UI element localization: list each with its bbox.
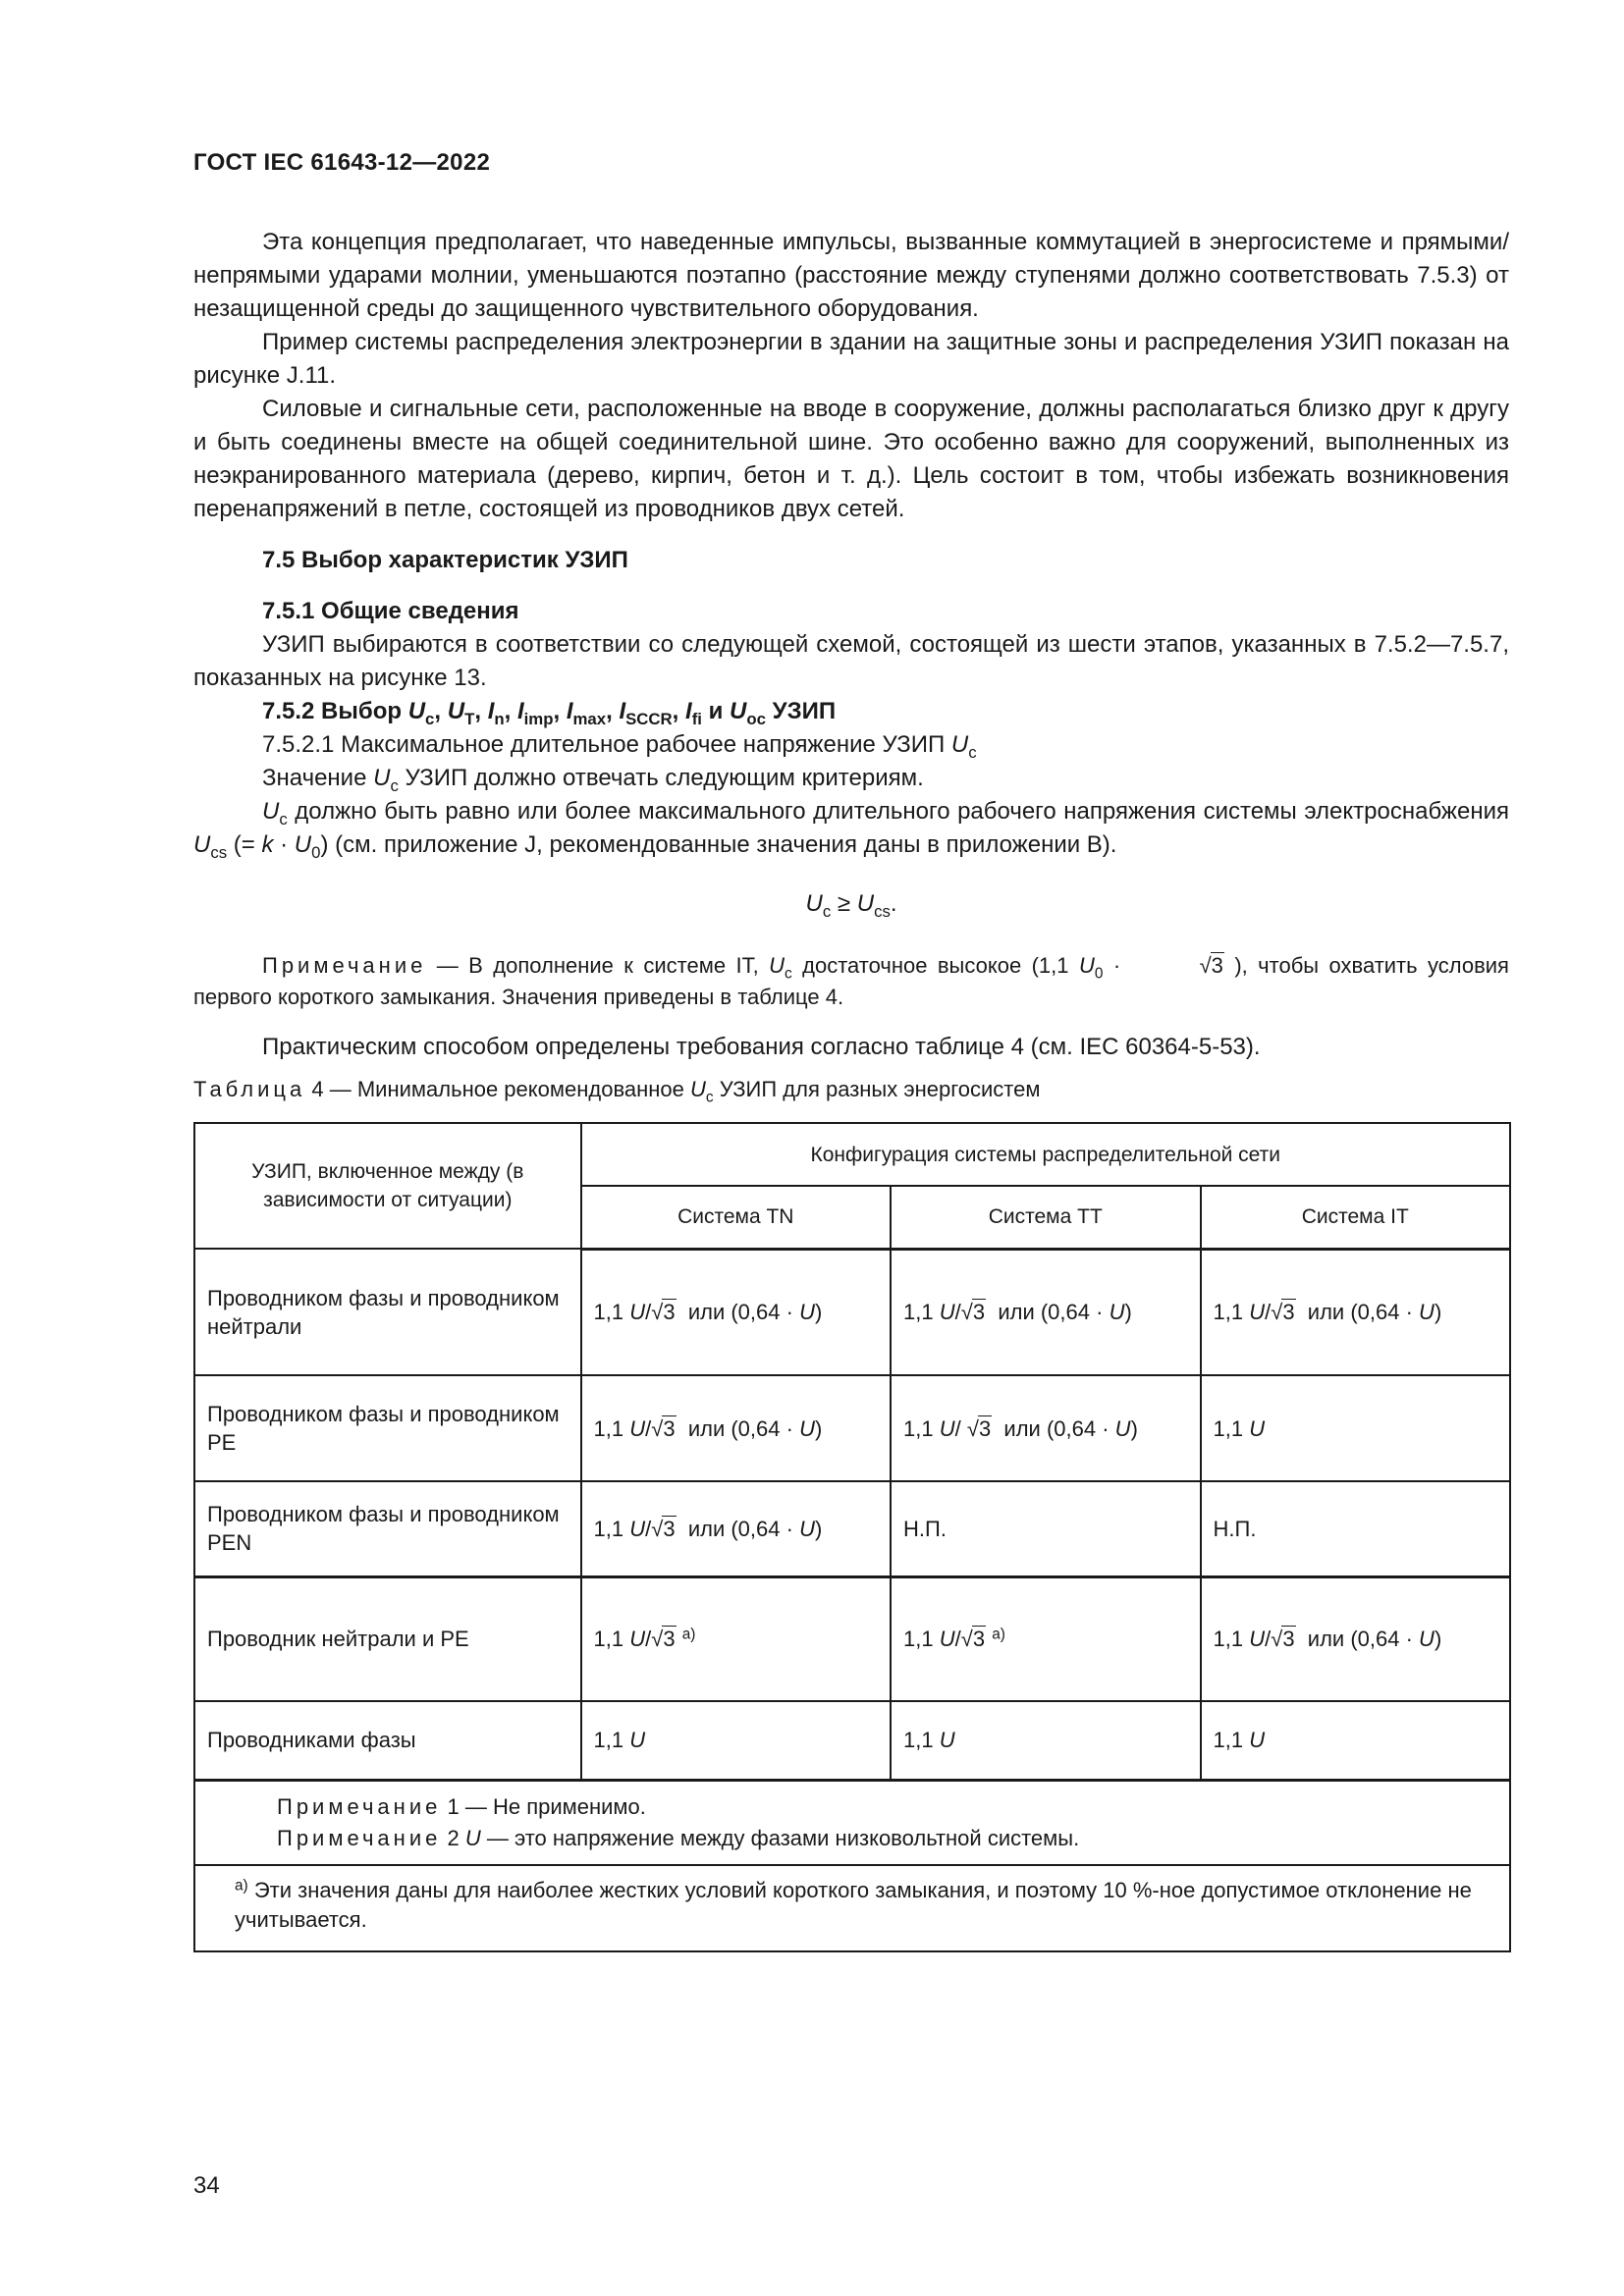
note-1: Примечание 1 — Не применимо. (277, 1793, 646, 1819)
table-cell: 1,1 U/ √3 или (0,64 · U) (891, 1375, 1200, 1481)
table-cell: 1,1 U/√3 или (0,64 · U) (1201, 1249, 1511, 1375)
note-text: достаточное высокое (1,1 (802, 953, 1069, 978)
section-heading-7-5-2: 7.5.2 Выбор $U_c$, $U_T$, $I_n$, $I_{imp}$, $I_{max}$, $I_{SCCR}$, $I_{fi}$ и $U_{oc}$ УЗИП (262, 698, 837, 728)
table-cell: 1,1 U/√3 $^{а)}$ (581, 1576, 891, 1701)
table-cell: 1,1 U/√3 $^{а)}$ (891, 1576, 1200, 1701)
formula: $U_c \ge U_{cs}$. (805, 890, 897, 921)
paragraph: Пример системы распределения электроэнергии в здании на защитные зоны и распределения УЗИП показан на рисунке J.11. (193, 329, 1509, 389)
caption-text: УЗИП для разных энергосистем (719, 1077, 1041, 1101)
paragraph: Силовые и сигнальные сети, расположенные на вводе в сооружение, должны располагаться близко друг к другу и быть соединены вместе на общей соединительной шине. Это особенно важно для сооружений, выполненных из неэкранированного материала (дерево, кирпич, бетон и т. д.). Цель состоит в том, чтобы избежать возникновения перенапряжений в петле, состоящей из проводников двух сетей. (193, 396, 1509, 522)
subsection-7-5-2-1: 7.5.2.1 Максимальное длительное рабочее напряжение УЗИП $U_c$ (262, 731, 977, 762)
note: Примечание — В дополнение к системе IT, $U_c$ достаточное высокое (1,1 $U_0 \cdot √3$ ), чтобы охватить условия первого короткого замыкания. Значения приведены в таблице 4. (193, 950, 1509, 1013)
table-cell: 1,1 U/√3 или (0,64 · U) (891, 1249, 1200, 1375)
sqrt-symbol: √3 (1199, 953, 1223, 978)
heading-text: 7.5.2 Выбор (262, 698, 403, 724)
row-label: Проводником фазы и проводником нейтрали (194, 1249, 581, 1375)
table-row (194, 1249, 1510, 1375)
table-cell: Н.П. (1201, 1481, 1511, 1576)
table-cell: 1,1 U (581, 1701, 891, 1780)
header-cell-tn: Система TN (581, 1186, 891, 1249)
header-cell-sensor: УЗИП, включенное между (в зависимости от ситуации) (194, 1123, 581, 1249)
caption-label: Таблица (193, 1077, 306, 1101)
header-cell-config: Конфигурация системы распределительной сети (581, 1123, 1510, 1186)
section-heading-7-5: 7.5 Выбор характеристик УЗИП (262, 547, 628, 573)
table-cell: 1,1 U (891, 1701, 1200, 1780)
row-label: Проводниками фазы (194, 1701, 581, 1780)
document-header: ГОСТ IEC 61643-12—2022 (193, 149, 491, 176)
note-text: — В дополнение к системе IT, (436, 953, 759, 978)
table-row (194, 1576, 1510, 1701)
header-cell-it: Система IT (1201, 1186, 1511, 1249)
notes-cell (194, 1780, 1510, 1865)
table-cell: 1,1 U (1201, 1375, 1511, 1481)
table-notes (194, 1780, 1510, 1865)
body-text (193, 226, 1509, 1064)
paragraph: Эта концепция предполагает, что наведенные импульсы, вызванные коммутацией в энергосистеме и прямыми/непрямыми ударами молнии, уменьшаются поэтапно (расстояние между ступенями должно соответствовать 7.5.3) от незащищенной среды до защищенного чувствительного оборудования. (193, 229, 1509, 322)
paragraph: $U_c$ должно быть равно или более максимального длительного рабочего напряжения системы электроснабжения $U_{cs}$ (= $k \cdot U_0$) (см. приложение J, рекомендованные значения даны в приложении B). (193, 798, 1509, 862)
footnote-text: Эти значения даны для наиболее жестких условий короткого замыкания, и поэтому 10 %-ное допустимое отклонение не учитывается. (235, 1877, 1472, 1932)
text: должно быть равно или более максимального длительного рабочего напряжения системы электроснабжения (295, 798, 1509, 825)
footnote-mark: а) (992, 1626, 1005, 1643)
text: Значение (262, 765, 367, 791)
table-footnote (194, 1865, 1510, 1951)
section-heading-7-5-1: 7.5.1 Общие сведения (262, 598, 519, 624)
note-2: Примечание 2 U — это напряжение между фазами низковольтной системы. (277, 1825, 1080, 1850)
note-label: Примечание (262, 953, 427, 978)
heading-text: УЗИП (772, 698, 837, 724)
row-label: Проводник нейтрали и PE (194, 1576, 581, 1701)
table-row (194, 1481, 1510, 1576)
header-cell-tt: Система TT (891, 1186, 1200, 1249)
note-text: ), чтобы охватить условия первого короткого замыкания. Значения приведены в таблице 4. (193, 953, 1509, 1009)
row-label: Проводником фазы и проводником PE (194, 1375, 581, 1481)
paragraph: УЗИП выбираются в соответствии со следующей схемой, состоящей из шести этапов, указанных в 7.5.2—7.5.7, показанных на рисунке 13. (193, 631, 1509, 691)
subsection-text: 7.5.2.1 Максимальное длительное рабочее напряжение УЗИП (262, 731, 946, 758)
table-caption: Таблица 4 — Минимальное рекомендованное $U_c$ УЗИП для разных энергосистем (193, 1077, 1041, 1106)
page-number: 34 (193, 2172, 220, 2199)
paragraph: Значение $U_c$ УЗИП должно отвечать следующим критериям. (262, 765, 924, 795)
footnote-mark: а) (235, 1876, 248, 1894)
table-cell: 1,1 U (1201, 1701, 1511, 1780)
table-cell: Н.П. (891, 1481, 1200, 1576)
table-row (194, 1375, 1510, 1481)
text: УЗИП должно отвечать следующим критериям. (405, 765, 924, 791)
table-cell: 1,1 U/√3 или (0,64 · U) (1201, 1576, 1511, 1701)
text: (см. приложение J, рекомендованные значения даны в приложении B). (335, 831, 1117, 858)
table-cell: 1,1 U/√3 или (0,64 · U) (581, 1375, 891, 1481)
table-4 (193, 1122, 1511, 1952)
table-row (194, 1701, 1510, 1780)
footnote-mark: а) (681, 1626, 696, 1643)
caption-text: 4 — Минимальное рекомендованное (311, 1077, 684, 1101)
table-cell: 1,1 U/√3 или (0,64 · U) (581, 1481, 891, 1576)
footnote-cell (194, 1865, 1510, 1951)
row-label: Проводником фазы и проводником PEN (194, 1481, 581, 1576)
table-cell: 1,1 U/√3 или (0,64 · U) (581, 1249, 891, 1375)
paragraph: Практическим способом определены требования согласно таблице 4 (см. IEC 60364-5-53). (262, 1034, 1261, 1060)
